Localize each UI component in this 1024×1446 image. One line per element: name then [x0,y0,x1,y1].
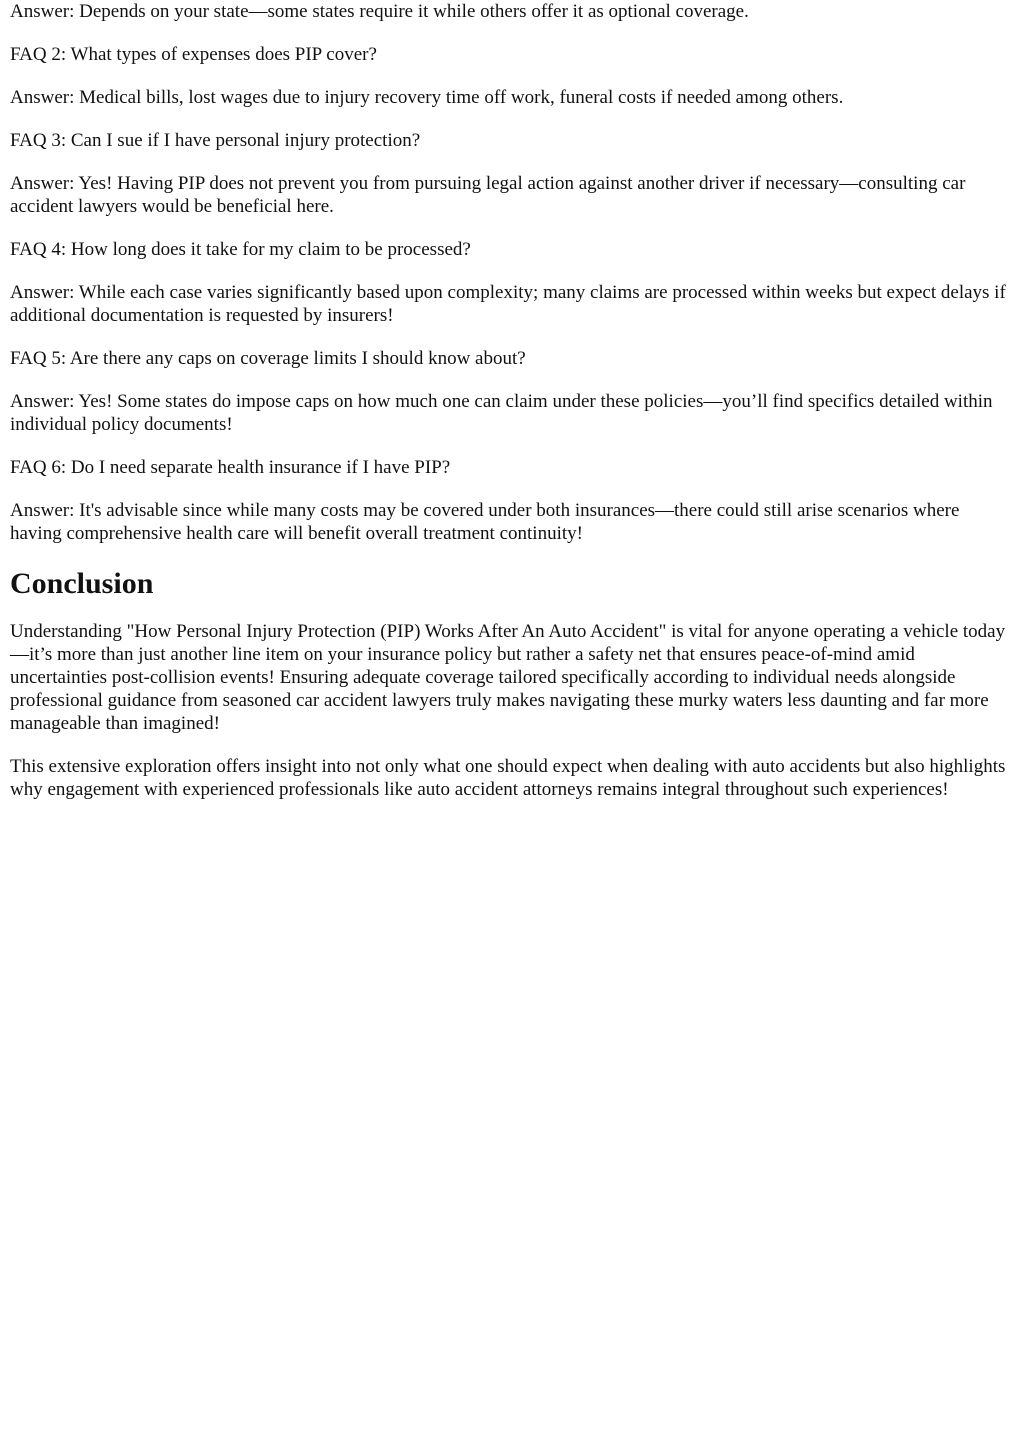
faq-6-question: FAQ 6: Do I need separate health insurance if I have PIP? [10,457,451,478]
conclusion-paragraph-2: This extensive exploration offers insight into not only what one should expect when dealing with auto accidents but also highlights why engagement with experienced professionals like auto accident attorneys remains integral throughout such experiences! [10,756,1006,800]
faq-2-question: FAQ 2: What types of expenses does PIP cover? [10,44,377,65]
faq-3-answer: Answer: Yes! Having PIP does not prevent you from pursuing legal action against another driver if necessary—consulting car accident lawyers would be beneficial here. [10,173,966,217]
faq-3-question: FAQ 3: Can I sue if I have personal injury protection? [10,130,421,151]
faq-4-question: FAQ 4: How long does it take for my claim to be processed? [10,239,471,260]
conclusion-heading: Conclusion [10,567,154,600]
faq-1-answer: Answer: Depends on your state—some states require it while others offer it as optional coverage. [10,1,749,22]
faq-5-question: FAQ 5: Are there any caps on coverage limits I should know about? [10,348,526,369]
faq-6-answer: Answer: It's advisable since while many costs may be covered under both insurances—there could still arise scenarios where having comprehensive health care will benefit overall treatment continuity! [10,500,960,544]
faq-5-answer: Answer: Yes! Some states do impose caps on how much one can claim under these policies—you’ll find specifics detailed within individual policy documents! [10,391,993,435]
faq-2-answer: Answer: Medical bills, lost wages due to injury recovery time off work, funeral costs if needed among others. [10,87,844,108]
conclusion-paragraph-1: Understanding "How Personal Injury Protection (PIP) Works After An Auto Accident" is vital for anyone operating a vehicle today—it’s more than just another line item on your insurance policy but rather a safety net that ensures peace-of-mind amid uncertainties post-collision events! Ensuring adequate coverage tailored specifically according to individual needs alongside professional guidance from seasoned car accident lawyers truly makes navigating these murky waters less daunting and far more manageable than imagined! [10,621,1006,734]
faq-4-answer: Answer: While each case varies significantly based upon complexity; many claims are processed within weeks but expect delays if additional documentation is requested by insurers! [10,282,1006,326]
